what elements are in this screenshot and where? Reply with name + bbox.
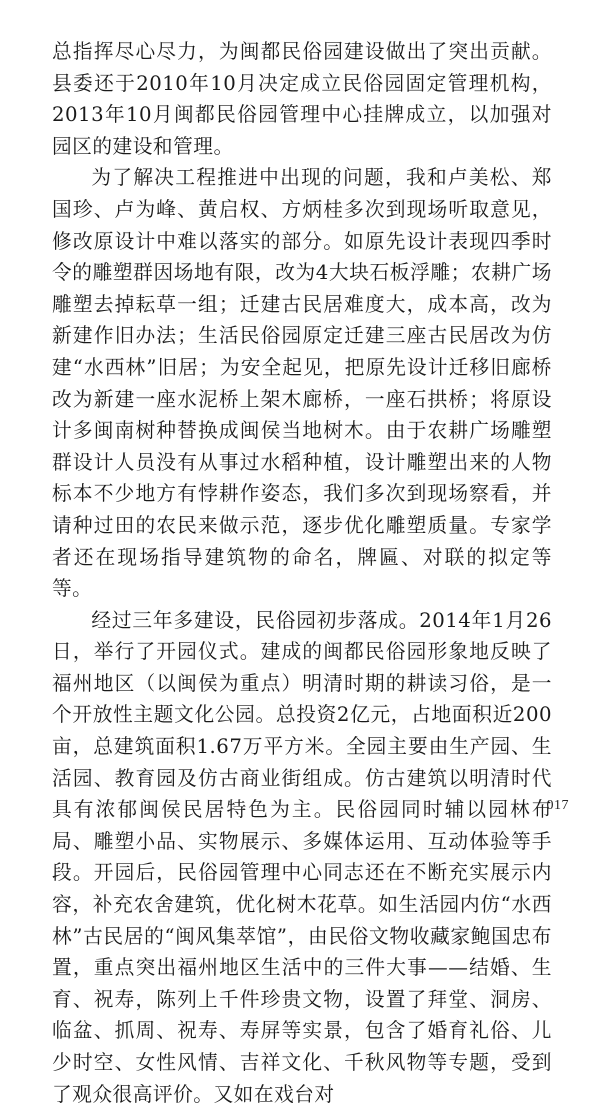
paragraph-design-revisions: 为了解决工程推进中出现的问题，我和卢美松、郑国珍、卢为峰、黄启权、方炳桂多次到现场听取意见，修改原设计中难以落实的部分。如原先设计表现四季时令的雕塑群因场地有限，改为4大块石板浮雕；农耕广场雕塑去掉耘草一组；迁建古民居难度大，成本高，改为新建作旧办法；生活民俗园原定迁建三座古民居改为仿建“水西林”旧居；为安全起见，把原先设计迁移旧廊桥改为新建一座水泥桥上架木廊桥，一座石拱桥；将原设计多闽南树种替换成闽侯当地树木。由于农耕广场雕塑群设计人员没有从事过水稻种植，设计雕塑出来的人物标本不少地方有悖耕作姿态，我们多次到现场察看，并请种过田的农民来做示范，逐步优化雕塑质量。专家学者还在现场指导建筑物的命名，牌匾、对联的拟定等等。 [52, 166, 552, 601]
paragraph-continuation: 总指挥尽心尽力，为闽都民俗园建设做出了突出贡献。县委还于2010年10月决定成立民俗园固定管理机构，2013年10月闽都民俗园管理中心挂牌成立，以加强对园区的建设和管理。 [52, 40, 552, 158]
paragraph-park-opening: 经过三年多建设，民俗园初步落成。2014年1月26日，举行了开园仪式。建成的闽都民俗园形象地反映了福州地区（以闽侯为重点）明清时期的耕读习俗，是一个开放性主题文化公园。总投资2亿元，占地面积近200亩，总建筑面积1.67万平方米。全园主要由生产园、生活园、教育园及仿古商业街组成。仿古建筑以明清时代具有浓郁闽侯民居特色为主。民俗园同时辅以园林布局、雕塑小品、实物展示、多媒体运用、互动体验等手段。开园后，民俗园管理中心同志还在不断充实展示内容，补充农舍建筑，优化树木花草。如生活园内仿“水西林”古民居的“闽风集萃馆”，由民俗文物收藏家鲍国忠布置，重点突出福州地区生活中的三件大事——结婚、生育、祝寿，陈列上千件珍贵文物，设置了拜堂、洞房、临盆、抓周、祝寿、寿屏等实景，包含了婚育礼俗、儿少时空、女性风情、吉祥文化、千秋风物等专题，受到了观众很高评价。又如在戏台对 [52, 608, 552, 1106]
document-body [52, 36, 552, 1110]
page-number: 017 [546, 798, 569, 813]
